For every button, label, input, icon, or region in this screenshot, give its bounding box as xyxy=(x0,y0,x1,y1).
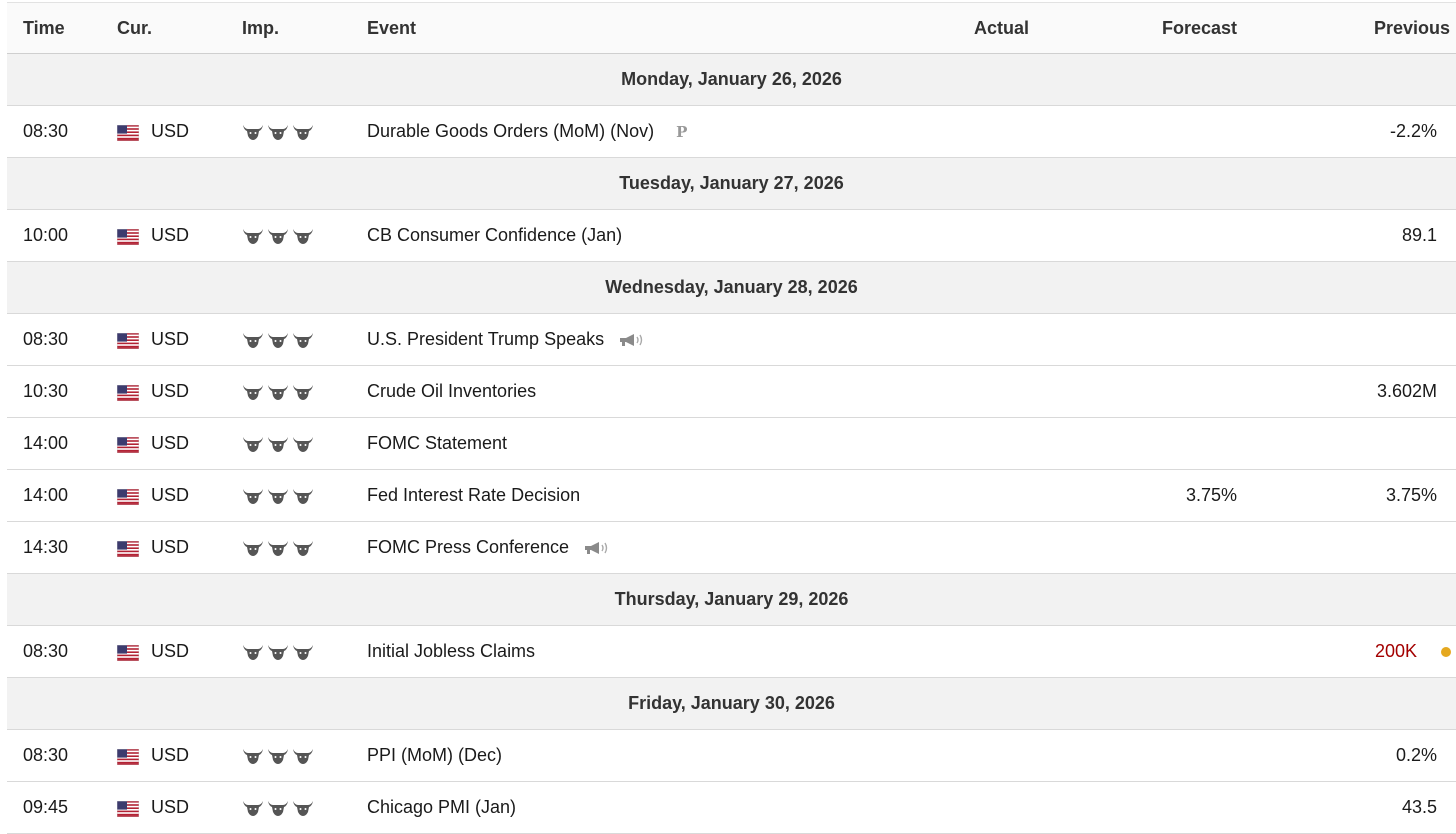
day-header-row xyxy=(7,574,1456,626)
us-flag-icon xyxy=(117,489,139,505)
event-name[interactable]: U.S. President Trump Speaks xyxy=(367,329,605,349)
bull-importance-icon xyxy=(267,331,289,349)
day-header-row xyxy=(7,678,1456,730)
header-time[interactable]: Time xyxy=(23,17,65,38)
event-currency: USD xyxy=(151,329,190,349)
event-previous-cell xyxy=(1307,470,1437,521)
event-name[interactable]: CB Consumer Confidence (Jan) xyxy=(367,225,623,245)
header-actual[interactable]: Actual xyxy=(973,17,1029,38)
event-currency-cell xyxy=(117,626,189,677)
day-date: Tuesday, January 27, 2026 xyxy=(619,173,844,193)
event-previous: 43.5 xyxy=(1401,797,1437,817)
event-name-cell xyxy=(367,782,516,833)
event-importance xyxy=(242,366,314,417)
event-row[interactable] xyxy=(7,314,1456,366)
event-importance xyxy=(242,314,314,365)
event-previous: -2.2% xyxy=(1389,121,1437,141)
bull-importance-icon xyxy=(242,747,264,765)
event-actual xyxy=(967,782,1029,833)
event-previous-cell xyxy=(1307,782,1437,833)
event-currency-cell xyxy=(117,782,189,833)
day-date: Monday, January 26, 2026 xyxy=(621,69,842,89)
bull-importance-icon xyxy=(242,435,264,453)
event-time: 14:30 xyxy=(23,537,69,557)
event-row[interactable] xyxy=(7,470,1456,522)
event-name-cell xyxy=(367,106,687,157)
event-importance xyxy=(242,626,314,677)
event-currency: USD xyxy=(151,485,190,505)
event-forecast: 3.75% xyxy=(1185,485,1237,505)
header-previous[interactable]: Previous xyxy=(1373,17,1450,38)
event-previous: 3.75% xyxy=(1385,485,1437,505)
bull-importance-icon xyxy=(242,383,264,401)
event-actual xyxy=(967,470,1029,521)
event-actual xyxy=(967,522,1029,573)
event-currency: USD xyxy=(151,797,190,817)
event-currency: USD xyxy=(151,381,190,401)
bull-importance-icon xyxy=(292,435,314,453)
event-forecast xyxy=(1107,782,1237,833)
event-currency: USD xyxy=(151,745,190,765)
day-header-row xyxy=(7,54,1456,106)
event-name[interactable]: Fed Interest Rate Decision xyxy=(367,485,581,505)
bull-importance-icon xyxy=(292,799,314,817)
event-importance xyxy=(242,522,314,573)
event-previous: 89.1 xyxy=(1401,225,1437,245)
day-header-row xyxy=(7,158,1456,210)
us-flag-icon xyxy=(117,125,139,141)
event-name[interactable]: Chicago PMI (Jan) xyxy=(367,797,517,817)
event-time: 10:00 xyxy=(23,225,69,245)
event-previous-cell xyxy=(1307,210,1437,261)
header-event[interactable]: Event xyxy=(367,17,417,38)
event-importance xyxy=(242,418,314,469)
event-previous-cell xyxy=(1307,106,1437,157)
event-row[interactable] xyxy=(7,522,1456,574)
event-currency: USD xyxy=(151,433,190,453)
bull-importance-icon xyxy=(267,539,289,557)
event-row[interactable] xyxy=(7,106,1456,158)
event-actual xyxy=(967,210,1029,261)
event-previous-cell xyxy=(1307,366,1437,417)
event-time: 09:45 xyxy=(23,797,69,817)
preliminary-icon: P xyxy=(676,122,688,141)
us-flag-icon xyxy=(117,541,139,557)
event-actual xyxy=(967,314,1029,365)
event-actual xyxy=(967,730,1029,781)
event-currency-cell xyxy=(117,730,189,781)
event-name-cell xyxy=(367,418,507,469)
event-forecast xyxy=(1107,418,1237,469)
bull-importance-icon xyxy=(292,747,314,765)
event-currency-cell xyxy=(117,418,189,469)
speech-icon xyxy=(583,540,611,556)
event-currency-cell xyxy=(117,366,189,417)
event-row[interactable] xyxy=(7,210,1456,262)
bull-importance-icon xyxy=(267,383,289,401)
event-previous-cell xyxy=(1307,314,1437,365)
bull-importance-icon xyxy=(242,123,264,141)
event-forecast xyxy=(1107,106,1237,157)
event-previous-cell xyxy=(1307,418,1437,469)
bull-importance-icon xyxy=(292,331,314,349)
header-forecast[interactable]: Forecast xyxy=(1161,17,1237,38)
event-currency-cell xyxy=(117,522,189,573)
event-importance xyxy=(242,106,314,157)
event-importance xyxy=(242,730,314,781)
bull-importance-icon xyxy=(267,799,289,817)
bull-importance-icon xyxy=(292,383,314,401)
event-name[interactable]: Durable Goods Orders (MoM) (Nov) xyxy=(367,121,655,141)
bull-importance-icon xyxy=(242,643,264,661)
event-currency-cell xyxy=(117,106,189,157)
event-currency-cell xyxy=(117,210,189,261)
event-previous: 200K xyxy=(1374,641,1417,661)
event-time: 08:30 xyxy=(23,641,69,661)
day-date: Wednesday, January 28, 2026 xyxy=(605,277,858,297)
event-time: 14:00 xyxy=(23,485,69,505)
bull-importance-icon xyxy=(242,331,264,349)
bull-importance-icon xyxy=(242,539,264,557)
event-name-cell xyxy=(367,470,580,521)
event-actual xyxy=(967,106,1029,157)
event-name[interactable]: Initial Jobless Claims xyxy=(367,641,536,661)
bull-importance-icon xyxy=(292,123,314,141)
event-actual xyxy=(967,418,1029,469)
event-previous-cell xyxy=(1307,730,1437,781)
header-importance[interactable]: Imp. xyxy=(242,17,280,38)
event-forecast xyxy=(1107,626,1237,677)
event-forecast xyxy=(1107,366,1237,417)
event-row[interactable] xyxy=(7,730,1456,782)
event-importance xyxy=(242,782,314,833)
event-row[interactable] xyxy=(7,418,1456,470)
event-row[interactable] xyxy=(7,366,1456,418)
event-name-cell xyxy=(367,314,646,365)
event-previous-cell xyxy=(1307,522,1437,573)
bull-importance-icon xyxy=(267,435,289,453)
event-forecast xyxy=(1107,314,1237,365)
bull-importance-icon xyxy=(267,227,289,245)
us-flag-icon xyxy=(117,437,139,453)
bull-importance-icon xyxy=(242,799,264,817)
event-row[interactable] xyxy=(7,782,1456,834)
event-forecast xyxy=(1107,210,1237,261)
revised-indicator-icon[interactable] xyxy=(1441,647,1451,657)
table-header xyxy=(7,2,1456,54)
bull-importance-icon xyxy=(267,123,289,141)
event-currency-cell xyxy=(117,314,189,365)
economic-calendar-table xyxy=(7,2,1456,834)
event-time: 08:30 xyxy=(23,329,69,349)
event-name[interactable]: FOMC Statement xyxy=(367,433,508,453)
event-currency-cell xyxy=(117,470,189,521)
bull-importance-icon xyxy=(292,539,314,557)
event-previous-cell xyxy=(1307,626,1437,677)
event-time: 08:30 xyxy=(23,745,69,765)
bull-importance-icon xyxy=(267,643,289,661)
us-flag-icon xyxy=(117,645,139,661)
event-time: 14:00 xyxy=(23,433,69,453)
day-date: Thursday, January 29, 2026 xyxy=(614,589,849,609)
event-name[interactable]: PPI (MoM) (Dec) xyxy=(367,745,502,765)
event-name-cell xyxy=(367,210,622,261)
bull-importance-icon xyxy=(242,487,264,505)
header-currency[interactable]: Cur. xyxy=(117,17,153,38)
bull-importance-icon xyxy=(292,487,314,505)
bull-importance-icon xyxy=(267,487,289,505)
us-flag-icon xyxy=(117,801,139,817)
event-currency: USD xyxy=(151,121,190,141)
event-previous: 3.602M xyxy=(1376,381,1437,401)
event-forecast xyxy=(1107,730,1237,781)
event-importance xyxy=(242,470,314,521)
event-time: 08:30 xyxy=(23,121,69,141)
us-flag-icon xyxy=(117,749,139,765)
event-currency: USD xyxy=(151,225,190,245)
day-date: Friday, January 30, 2026 xyxy=(628,693,835,713)
event-name-cell xyxy=(367,730,502,781)
event-name[interactable]: FOMC Press Conference xyxy=(367,537,570,557)
table-body xyxy=(7,54,1456,834)
event-actual xyxy=(967,366,1029,417)
speech-icon xyxy=(618,332,646,348)
us-flag-icon xyxy=(117,333,139,349)
bull-importance-icon xyxy=(242,227,264,245)
event-name-cell xyxy=(367,626,535,677)
event-previous: 0.2% xyxy=(1395,745,1437,765)
event-name-cell xyxy=(367,366,536,417)
bull-importance-icon xyxy=(292,643,314,661)
event-currency: USD xyxy=(151,641,190,661)
day-header-row xyxy=(7,262,1456,314)
event-importance xyxy=(242,210,314,261)
event-row[interactable] xyxy=(7,626,1456,678)
bull-importance-icon xyxy=(292,227,314,245)
us-flag-icon xyxy=(117,385,139,401)
event-time: 10:30 xyxy=(23,381,69,401)
event-forecast xyxy=(1107,522,1237,573)
event-actual xyxy=(967,626,1029,677)
event-name[interactable]: Crude Oil Inventories xyxy=(367,381,537,401)
event-name-cell xyxy=(367,522,611,573)
event-currency: USD xyxy=(151,537,190,557)
bull-importance-icon xyxy=(267,747,289,765)
us-flag-icon xyxy=(117,229,139,245)
